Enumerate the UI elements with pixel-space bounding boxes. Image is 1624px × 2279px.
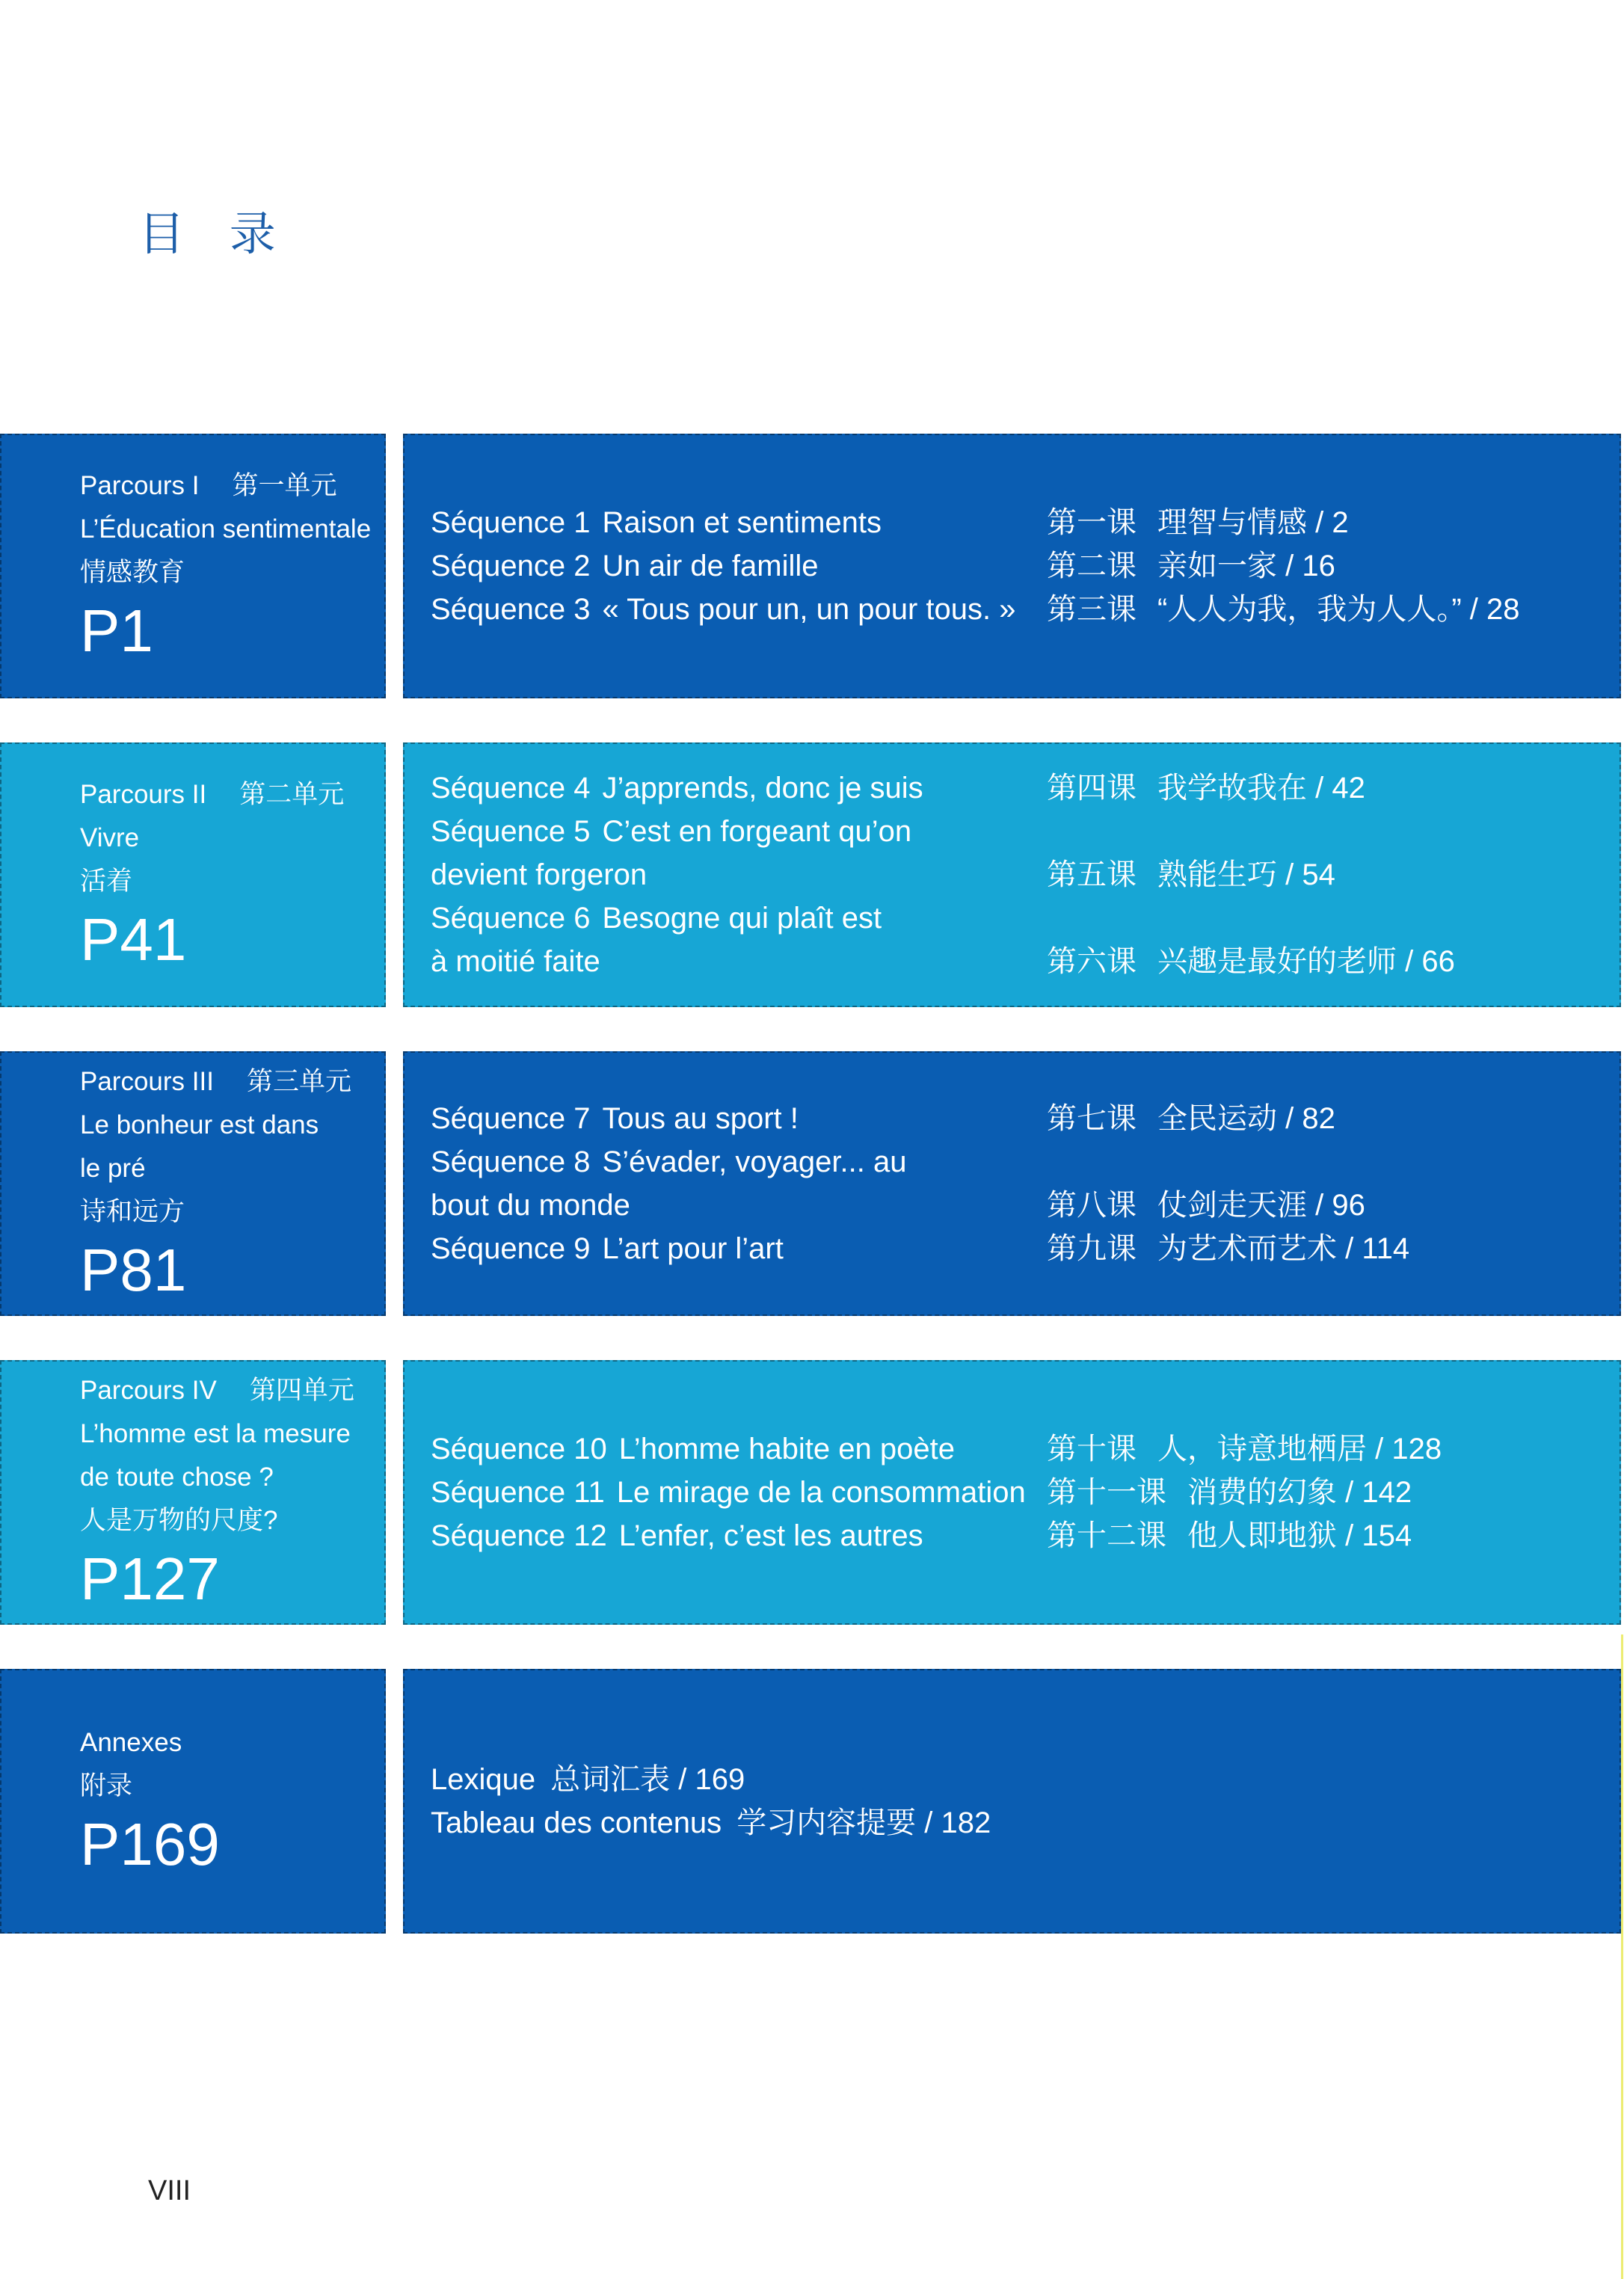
lesson-name-zh: 仗剑走天涯 / 96 — [1157, 1189, 1365, 1222]
lesson-number-zh: 第十一课 — [1047, 1476, 1166, 1509]
lesson-title-line — [431, 501, 1047, 544]
lesson-title-fr — [431, 588, 1047, 631]
unit-row-4 — [0, 1360, 1621, 1625]
lesson-title-zh — [1047, 766, 1365, 810]
lesson-number-zh: 第五课 — [1047, 858, 1137, 891]
lesson-name-zh: 全民运动 / 82 — [1157, 1102, 1335, 1135]
lesson-title-zh — [1047, 1427, 1442, 1471]
page-title: 目 录 — [138, 206, 291, 261]
lesson-list-panel — [403, 1051, 1621, 1316]
lesson-number-zh: 第二课 — [1047, 550, 1137, 582]
sequence-number: Séquence 12 — [431, 1519, 607, 1552]
sequence-number: Séquence 11 — [431, 1476, 605, 1509]
lesson-list-panel — [403, 742, 1621, 1007]
lesson-name-zh: 熟能生巧 / 54 — [1157, 858, 1335, 891]
lesson-name-zh: 人，诗意地栖居 / 128 — [1157, 1433, 1442, 1465]
lesson-title-fr — [431, 1471, 1047, 1514]
lesson-title-fr — [431, 896, 1047, 983]
lesson-title-zh — [1047, 1097, 1335, 1140]
lesson-list-panel — [403, 1360, 1621, 1625]
annexes-summary-panel — [0, 1669, 386, 1934]
page-edge-line — [1621, 1634, 1623, 2279]
unit-summary-panel — [0, 742, 386, 1007]
lesson-title-line — [431, 1140, 1047, 1184]
sequence-number: Séquence 8 — [431, 1145, 591, 1178]
lesson-title-fr — [431, 810, 1047, 896]
sequence-number: Séquence 6 — [431, 902, 591, 935]
unit-number-zh: 第一单元 — [232, 471, 337, 500]
sequence-title: L’enfer, c’est les autres — [618, 1519, 923, 1552]
annexes-list-panel — [403, 1669, 1621, 1934]
annex-title-zh: 总词汇表 / 169 — [550, 1763, 745, 1796]
annex-entry — [431, 1801, 1620, 1845]
unit-title-fr-continuation: de toute chose ? — [80, 1463, 274, 1492]
lesson-entry — [431, 1140, 1620, 1227]
lesson-entry — [431, 896, 1620, 983]
lesson-name-zh: 亲如一家 / 16 — [1157, 550, 1335, 582]
lesson-title-fr — [431, 1227, 1047, 1270]
lesson-title-line — [431, 1097, 1047, 1140]
unit-title-fr: L’Éducation sentimentale — [80, 514, 372, 544]
unit-title-fr: Le bonheur est dans — [80, 1110, 319, 1140]
annex-title-fr: Lexique — [431, 1763, 536, 1796]
lesson-entry — [431, 1471, 1620, 1514]
lesson-number-zh: 第一课 — [1047, 506, 1137, 539]
lesson-number-zh: 第十二课 — [1047, 1519, 1166, 1552]
unit-title-fr: L’homme est la mesure — [80, 1419, 351, 1448]
page-number: VIII — [148, 2175, 191, 2206]
lesson-title-zh — [1047, 853, 1335, 896]
parcours-heading — [80, 1369, 384, 1412]
unit-number-zh: 第三单元 — [246, 1067, 351, 1096]
lesson-title-continuation: devient forgeron — [431, 858, 648, 891]
lesson-title-fr — [431, 544, 1047, 588]
lesson-title-line — [431, 588, 1047, 631]
parcours-label: Parcours II — [80, 780, 207, 809]
lesson-title-fr — [431, 1427, 1047, 1471]
lesson-entry — [431, 1427, 1620, 1471]
sequence-number: Séquence 1 — [431, 506, 591, 539]
lesson-title-fr — [431, 766, 1047, 810]
lesson-title-line — [431, 1471, 1047, 1514]
parcours-heading — [80, 464, 384, 508]
sequence-title: S’évader, voyager... au — [602, 1145, 907, 1178]
annexes-label: Annexes — [80, 1728, 182, 1757]
sequence-number: Séquence 2 — [431, 550, 591, 582]
annex-title-zh: 学习内容提要 / 182 — [736, 1806, 991, 1839]
unit-title-zh: 诗和远方 — [80, 1197, 185, 1226]
unit-number-zh: 第四单元 — [249, 1376, 354, 1405]
lesson-number-zh: 第六课 — [1047, 945, 1137, 978]
lesson-entry — [431, 1097, 1620, 1140]
sequence-title: L’homme habite en poète — [618, 1433, 955, 1465]
lesson-number-zh: 第十课 — [1047, 1433, 1137, 1465]
sequence-title: Besogne qui plaît est — [602, 902, 882, 935]
unit-title-fr: Vivre — [80, 823, 140, 852]
lesson-title-line — [431, 810, 1047, 853]
annex-entry — [431, 1758, 1620, 1801]
unit-summary-panel — [0, 434, 386, 698]
sequence-number: Séquence 7 — [431, 1102, 591, 1135]
unit-title-fr-continuation: le pré — [80, 1154, 146, 1183]
unit-summary-panel — [0, 1051, 386, 1316]
unit-summary-panel — [0, 1360, 386, 1625]
sequence-title: Un air de famille — [602, 550, 819, 582]
lesson-title-continuation: à moitié faite — [431, 945, 600, 978]
unit-title-zh: 情感教育 — [80, 558, 185, 587]
parcours-label: Parcours III — [80, 1067, 214, 1096]
sequence-title: Le mirage de la consommation — [616, 1476, 1026, 1509]
lesson-title-line — [431, 1227, 1047, 1270]
lesson-entry — [431, 501, 1620, 544]
sequence-number: Séquence 4 — [431, 772, 591, 805]
lesson-entry — [431, 588, 1620, 631]
lesson-entry — [431, 1514, 1620, 1557]
annexes-row — [0, 1669, 1621, 1934]
unit-start-page: P81 — [80, 1237, 187, 1303]
sequence-title: J’apprends, donc je suis — [602, 772, 923, 805]
annex-title-fr: Tableau des contenus — [431, 1806, 722, 1839]
parcours-heading — [80, 773, 384, 816]
lesson-title-line — [431, 544, 1047, 588]
sequence-number: Séquence 5 — [431, 815, 591, 848]
parcours-label: Parcours IV — [80, 1376, 217, 1405]
lesson-title-zh — [1047, 1471, 1412, 1514]
lesson-entry — [431, 544, 1620, 588]
sequence-title: C’est en forgeant qu’on — [602, 815, 912, 848]
lesson-number-zh: 第八课 — [1047, 1189, 1137, 1222]
lesson-name-zh: 消费的幻象 / 142 — [1187, 1476, 1412, 1509]
sequence-title: « Tous pour un, un pour tous. » — [602, 593, 1016, 626]
lesson-entry — [431, 1227, 1620, 1270]
lesson-name-zh: 为艺术而艺术 / 114 — [1157, 1232, 1410, 1265]
lesson-name-zh: 他人即地狱 / 154 — [1187, 1519, 1412, 1552]
unit-title-zh: 活着 — [80, 867, 133, 896]
lesson-title-continuation: bout du monde — [431, 1189, 630, 1222]
lesson-name-zh: 我学故我在 / 42 — [1157, 772, 1365, 805]
unit-row-1 — [0, 434, 1621, 698]
lesson-number-zh: 第七课 — [1047, 1102, 1137, 1135]
lesson-title-line — [431, 1427, 1047, 1471]
lesson-entry — [431, 766, 1620, 810]
lesson-number-zh: 第四课 — [1047, 772, 1137, 805]
sequence-number: Séquence 9 — [431, 1232, 591, 1265]
parcours-heading — [80, 1060, 384, 1104]
lesson-title-line — [431, 896, 1047, 940]
lesson-title-zh — [1047, 1514, 1412, 1557]
lesson-title-zh — [1047, 501, 1349, 544]
lesson-number-zh: 第九课 — [1047, 1232, 1137, 1265]
lesson-number-zh: 第三课 — [1047, 593, 1137, 626]
unit-row-2 — [0, 742, 1621, 1007]
sequence-title: Tous au sport ! — [602, 1102, 799, 1135]
annexes-start-page: P169 — [80, 1811, 220, 1877]
lesson-title-fr — [431, 1514, 1047, 1557]
sequence-title: L’art pour l’art — [602, 1232, 784, 1265]
lesson-title-fr — [431, 1140, 1047, 1227]
lesson-title-line — [431, 1514, 1047, 1557]
lesson-list-panel — [403, 434, 1621, 698]
lesson-title-zh — [1047, 1184, 1365, 1227]
sequence-title: Raison et sentiments — [602, 506, 882, 539]
lesson-name-zh: “人人为我，我为人人。” / 28 — [1157, 593, 1520, 626]
unit-start-page: P41 — [80, 906, 187, 973]
unit-start-page: P1 — [80, 597, 153, 664]
lesson-title-zh — [1047, 544, 1335, 588]
lesson-title-zh — [1047, 940, 1455, 983]
lesson-title-zh — [1047, 588, 1519, 631]
lesson-name-zh: 兴趣是最好的老师 / 66 — [1157, 945, 1455, 978]
unit-row-3 — [0, 1051, 1621, 1316]
lesson-title-fr — [431, 501, 1047, 544]
sequence-number: Séquence 3 — [431, 593, 591, 626]
annexes-label-zh: 附录 — [80, 1771, 133, 1800]
lesson-name-zh: 理智与情感 / 2 — [1157, 506, 1349, 539]
unit-start-page: P127 — [80, 1546, 220, 1612]
lesson-title-line — [431, 766, 1047, 810]
sequence-number: Séquence 10 — [431, 1433, 607, 1465]
lesson-title-zh — [1047, 1227, 1409, 1270]
lesson-title-fr — [431, 1097, 1047, 1140]
lesson-entry — [431, 810, 1620, 896]
unit-number-zh: 第二单元 — [239, 780, 345, 809]
unit-title-zh: 人是万物的尺度? — [80, 1506, 278, 1535]
parcours-label: Parcours I — [80, 471, 200, 500]
